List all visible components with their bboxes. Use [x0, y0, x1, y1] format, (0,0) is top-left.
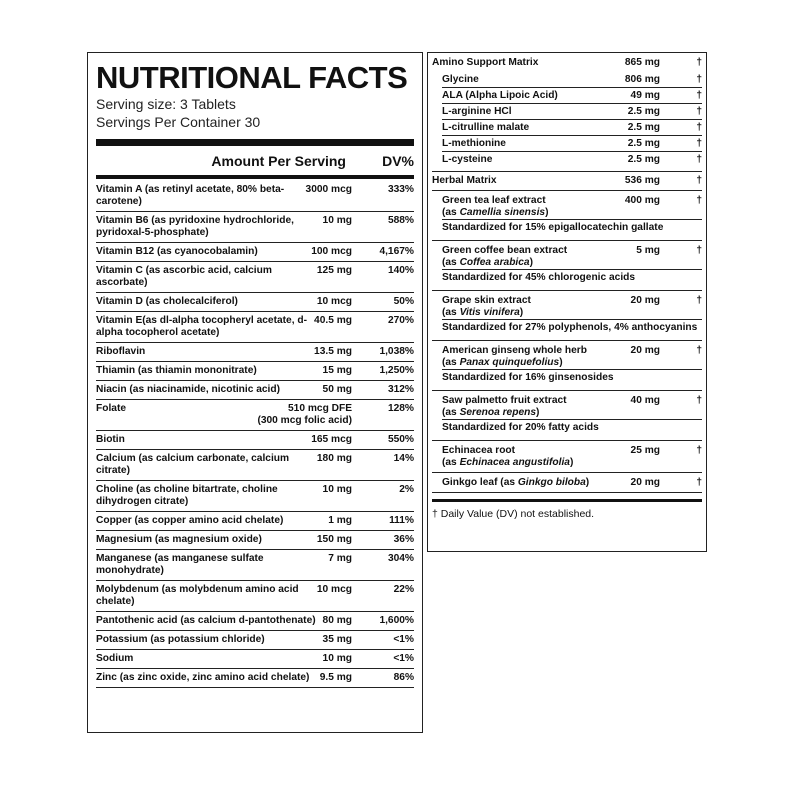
nutrient-amount: 3000 mcg — [305, 184, 352, 195]
nutrient-name: Magnesium (as magnesium oxide) — [96, 534, 262, 545]
amino-item-amount: 2.5 mg — [627, 122, 660, 133]
amino-item-mark: † — [696, 106, 702, 117]
nutrient-row — [96, 243, 414, 262]
nutrient-name: Molybdenum (as molybdenum amino acid chelate) — [96, 584, 299, 607]
herbal-item — [432, 191, 702, 241]
amino-item-name: L-arginine HCl — [442, 106, 512, 117]
nutrient-name: Zinc (as zinc oxide, zinc amino acid chelate) — [96, 672, 310, 683]
nutrient-amount: 10 mcg — [316, 584, 352, 595]
herbal-item-name — [442, 295, 590, 319]
nutrient-dv: 86% — [393, 672, 414, 683]
nutrient-name: Thiamin (as thiamin mononitrate) — [96, 365, 257, 376]
herbal-item-amount: 20 mg — [630, 477, 660, 488]
nutrient-dv: 14% — [393, 453, 414, 464]
label-title: NUTRITIONAL FACTS — [96, 60, 408, 95]
nutrient-dv: 50% — [393, 296, 414, 307]
nutrient-name: Riboflavin — [96, 346, 146, 357]
nutrient-row — [96, 531, 414, 550]
amino-item-mark: † — [696, 154, 702, 165]
latin-prefix: (as — [442, 307, 460, 318]
nutrient-name: Niacin (as niacinamide, nicotinic acid) — [96, 384, 280, 395]
herbal-item-name — [442, 445, 590, 469]
amino-item — [442, 136, 702, 152]
nutrient-dv: 333% — [387, 184, 414, 195]
herbal-item-amount: 20 mg — [630, 345, 660, 356]
nutrient-name: Vitamin A (as retinyl acetate, 80% beta-carotene) — [96, 184, 285, 207]
herbal-item-mark: † — [696, 245, 702, 256]
nutrient-row — [96, 262, 414, 293]
herbal-item-label: Ginkgo leaf (as — [442, 477, 518, 488]
herbal-item-row — [442, 195, 702, 219]
amino-item-amount: 2.5 mg — [627, 106, 660, 117]
nutrient-row — [96, 312, 414, 343]
nutrient-list — [96, 181, 414, 688]
latin-prefix: (as — [442, 357, 460, 368]
amino-item — [442, 104, 702, 120]
herbal-matrix-amount: 536 mg — [624, 175, 660, 186]
herbal-item-latin-line — [518, 477, 589, 488]
nutrient-row — [96, 431, 414, 450]
latin-name: Vitis vinifera — [459, 307, 520, 318]
nutrient-dv: <1% — [393, 653, 414, 664]
herbal-item-label: Green tea leaf extract — [442, 195, 546, 206]
herbal-item-standardization: Standardized for 16% ginsenosides — [442, 369, 702, 387]
herbal-item-name — [442, 245, 590, 269]
herbal-item — [432, 441, 702, 473]
nutrient-amount: 10 mcg — [316, 296, 352, 307]
herbal-item-latin-line — [442, 357, 590, 369]
nutrient-name: Vitamin B12 (as cyanocobalamin) — [96, 246, 258, 257]
nutrient-amount: 510 mcg DFE (300 mcg folic acid) — [257, 403, 352, 426]
latin-suffix: ) — [536, 407, 540, 418]
amino-matrix-header — [432, 57, 702, 72]
herbal-item-amount: 400 mg — [624, 195, 660, 206]
herbal-matrix-mark: † — [696, 175, 702, 186]
herbal-item-latin-line — [442, 457, 590, 469]
herbal-item-row — [442, 395, 702, 419]
column-header — [96, 150, 414, 172]
nutrient-dv: 140% — [387, 265, 414, 276]
dv-header: DV% — [382, 153, 414, 169]
latin-name: Camellia sinensis — [459, 207, 546, 218]
nutrient-dv: 312% — [387, 384, 414, 395]
herbal-item-mark: † — [696, 395, 702, 406]
latin-prefix: (as — [442, 207, 460, 218]
nutrient-amount: 40.5 mg — [314, 315, 352, 326]
nutrient-dv: 22% — [393, 584, 414, 595]
nutrient-name: Pantothenic acid (as calcium d-pantothenate) — [96, 615, 316, 626]
herbal-item-name — [442, 345, 590, 369]
amino-item-mark: † — [696, 90, 702, 101]
herbal-item-amount: 25 mg — [630, 445, 660, 456]
nutrient-row — [96, 512, 414, 531]
nutrient-row — [96, 181, 414, 212]
amino-item-amount: 2.5 mg — [627, 138, 660, 149]
herbal-item-standardization: Standardized for 27% polyphenols, 4% anthocyanins — [442, 319, 702, 337]
herbal-item-label: Grape skin extract — [442, 295, 531, 306]
nutrient-row — [96, 631, 414, 650]
thick-divider — [96, 139, 414, 146]
herbal-item-amount: 5 mg — [636, 245, 660, 256]
nutrient-row — [96, 612, 414, 631]
latin-prefix: (as — [442, 407, 460, 418]
nutrient-row — [96, 212, 414, 243]
nutrient-amount: 180 mg — [316, 453, 352, 464]
herbal-item-standardization: Standardized for 15% epigallocatechin gallate — [442, 219, 702, 237]
herbal-item-standardization: Standardized for 45% chlorogenic acids — [442, 269, 702, 287]
herbal-item-label: Echinacea root — [442, 445, 516, 456]
herbal-item — [432, 241, 702, 291]
nutrient-amount: 1 mg — [328, 515, 352, 526]
nutrient-name: Folate — [96, 403, 127, 414]
nutrient-dv: 270% — [387, 315, 414, 326]
herbal-item-standardization: Standardized for 20% fatty acids — [442, 419, 702, 437]
amino-matrix-mark: † — [696, 57, 702, 68]
latin-suffix: ) — [559, 357, 563, 368]
nutrient-amount: 150 mg — [316, 534, 352, 545]
nutrient-row — [96, 550, 414, 581]
latin-name: Echinacea angustifolia — [459, 457, 570, 468]
nutrient-row — [96, 669, 414, 688]
herbal-item-mark: † — [696, 295, 702, 306]
latin-suffix: ) — [569, 457, 574, 468]
amino-item-mark: † — [696, 138, 702, 149]
amino-item — [442, 88, 702, 104]
nutrient-dv: 588% — [387, 215, 414, 226]
herbal-item-row — [442, 245, 702, 269]
amino-matrix-amount: 865 mg — [624, 57, 660, 68]
nutrient-dv: 1,038% — [379, 346, 414, 357]
latin-name: Coffea arabica — [459, 257, 530, 268]
nutrient-amount: 80 mg — [322, 615, 352, 626]
herbal-item-row — [442, 477, 702, 489]
herbal-item-latin-line — [442, 257, 590, 269]
herbal-matrix-row — [432, 175, 702, 187]
nutrient-row — [96, 293, 414, 312]
nutrient-dv: 550% — [387, 434, 414, 445]
amino-matrix — [432, 53, 702, 172]
nutrient-name: Vitamin B6 (as pyridoxine hydrochloride, pyridoxal-5-phosphate) — [96, 215, 294, 238]
latin-name: Serenoa repens — [459, 407, 537, 418]
nutrient-name: Sodium — [96, 653, 134, 664]
herbal-item-row — [442, 445, 702, 469]
nutrient-row — [96, 581, 414, 612]
amino-item-amount: 2.5 mg — [627, 154, 660, 165]
amino-item-name: L-methionine — [442, 138, 506, 149]
herbal-item-mark: † — [696, 445, 702, 456]
amino-item-name: L-cysteine — [442, 154, 493, 165]
latin-name: Ginkgo biloba — [517, 477, 586, 488]
herbal-item-mark: † — [696, 195, 702, 206]
amino-item — [442, 120, 702, 136]
herbal-item-amount: 20 mg — [630, 295, 660, 306]
amino-item-name: Glycine — [442, 74, 479, 85]
nutrient-amount: 9.5 mg — [319, 672, 352, 683]
herbal-item-mark: † — [696, 477, 702, 488]
nutrient-dv: 111% — [389, 515, 414, 526]
nutrient-amount: 10 mg — [322, 653, 352, 664]
herbal-item-row — [442, 345, 702, 369]
nutrient-amount: 10 mg — [322, 215, 352, 226]
amino-item-name: ALA (Alpha Lipoic Acid) — [442, 90, 558, 101]
herbal-item-name — [442, 195, 590, 219]
herbal-item-name — [442, 395, 590, 419]
nutrient-name: Vitamin C (as ascorbic acid, calcium ascorbate) — [96, 265, 272, 288]
nutrient-dv: 1,250% — [379, 365, 414, 376]
amino-item — [442, 152, 702, 167]
herbal-item-latin-line — [442, 407, 590, 419]
nutrient-dv: 1,600% — [379, 615, 414, 626]
serving-size: Serving size: 3 Tablets — [96, 96, 236, 112]
servings-per-container: Servings Per Container 30 — [96, 114, 261, 130]
nutrient-dv: 4,167% — [379, 246, 414, 257]
nutrient-amount: 10 mg — [322, 484, 352, 495]
nutrient-dv: 2% — [399, 484, 414, 495]
nutrient-amount: 100 mcg — [311, 246, 352, 257]
herbal-item — [432, 341, 702, 391]
herbal-item-mark: † — [696, 345, 702, 356]
nutrient-row — [96, 650, 414, 669]
herbal-item-label: Green coffee bean extract — [442, 245, 568, 256]
nutrient-name: Copper (as copper amino acid chelate) — [96, 515, 284, 526]
herbal-matrix-name: Herbal Matrix — [432, 175, 497, 186]
amino-item-amount: 49 mg — [630, 90, 660, 101]
nutrient-row — [96, 381, 414, 400]
herbal-item — [432, 291, 702, 341]
herbal-items — [432, 191, 702, 493]
nutrient-dv: <1% — [393, 634, 414, 645]
nutrient-row — [96, 343, 414, 362]
amino-item — [442, 72, 702, 88]
herbal-item — [432, 391, 702, 441]
footnote: † Daily Value (DV) not established. — [432, 508, 595, 520]
nutrient-name: Manganese (as manganese sulfate monohydrate) — [96, 553, 264, 576]
nutrient-amount: 35 mg — [322, 634, 352, 645]
latin-suffix: ) — [585, 477, 590, 488]
nutrient-name: Choline (as choline bitartrate, choline dihydrogen citrate) — [96, 484, 278, 507]
nutrient-amount: 50 mg — [322, 384, 352, 395]
nutrient-amount: 13.5 mg — [314, 346, 352, 357]
nutrition-facts-panel — [87, 52, 423, 733]
amount-header: Amount Per Serving — [211, 153, 346, 169]
latin-prefix: (as — [442, 257, 460, 268]
latin-suffix: ) — [519, 307, 524, 318]
supplement-matrix-panel — [427, 52, 707, 552]
nutrient-name: Biotin — [96, 434, 125, 445]
latin-prefix: (as — [442, 457, 460, 468]
amino-item-amount: 806 mg — [624, 74, 660, 85]
header-divider — [96, 175, 414, 179]
latin-suffix: ) — [529, 257, 533, 268]
amino-matrix-name: Amino Support Matrix — [432, 57, 539, 68]
nutrient-dv: 128% — [387, 403, 414, 414]
latin-suffix: ) — [545, 207, 549, 218]
herbal-item-latin-line — [442, 207, 590, 219]
nutrient-name: Calcium (as calcium carbonate, calcium citrate) — [96, 453, 290, 476]
latin-name: Panax quinquefolius — [459, 357, 560, 368]
amino-item-name: L-citrulline malate — [442, 122, 530, 133]
herbal-item-row — [442, 295, 702, 319]
herbal-item-label: American ginseng whole herb — [442, 345, 587, 356]
amino-item-mark: † — [696, 122, 702, 133]
nutrient-row — [96, 362, 414, 381]
herbal-item-label: Saw palmetto fruit extract — [442, 395, 567, 406]
nutrient-row — [96, 450, 414, 481]
nutrient-dv: 304% — [387, 553, 414, 564]
nutrient-name: Vitamin D (as cholecalciferol) — [96, 296, 238, 307]
herbal-matrix-header — [432, 172, 702, 191]
nutrient-amount: 7 mg — [328, 553, 352, 564]
herbal-item-name — [442, 477, 590, 489]
nutrient-row — [96, 400, 414, 431]
nutrient-dv: 36% — [393, 534, 414, 545]
nutrient-amount: 165 mcg — [311, 434, 352, 445]
nutrient-name: Potassium (as potassium chloride) — [96, 634, 265, 645]
amino-items — [432, 72, 702, 167]
herbal-item-amount: 40 mg — [630, 395, 660, 406]
nutrient-name: Vitamin E(as dl-alpha tocopheryl acetate, d-alpha tocopherol acetate) — [96, 315, 307, 338]
herbal-item — [432, 473, 702, 493]
nutrient-amount: 125 mg — [316, 265, 352, 276]
nutrient-row — [96, 481, 414, 512]
nutrient-amount: 15 mg — [322, 365, 352, 376]
herbal-item-latin-line — [442, 307, 590, 319]
amino-item-mark: † — [696, 74, 702, 85]
